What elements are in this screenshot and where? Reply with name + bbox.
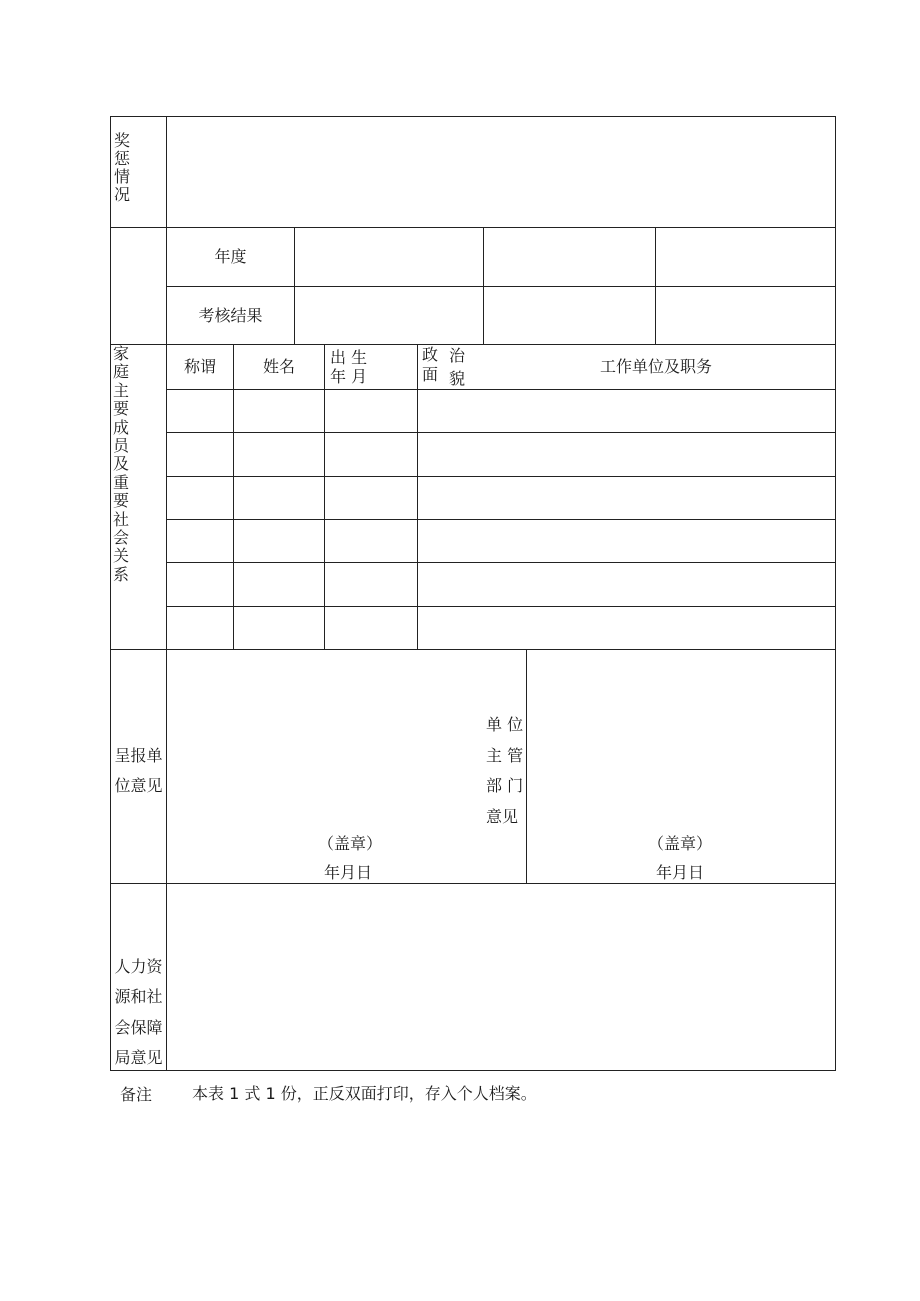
- table-border-bottom: [110, 1070, 836, 1071]
- dept-stamp: （盖章）: [647, 834, 712, 853]
- row-line-family-bottom: [110, 649, 836, 650]
- hr-label-line4: 局意见: [114, 1048, 163, 1067]
- table-row[interactable]: [168, 434, 834, 475]
- assessment-col-2: [483, 227, 484, 345]
- row-line-family-5: [166, 606, 836, 607]
- family-section-label: 家 庭 主 要 成 员 及 重 要 社 会 关 系: [113, 344, 130, 584]
- note-label: 备注: [120, 1085, 153, 1104]
- dept-label-line1: 单 位: [486, 715, 524, 734]
- col-header-politics-1a: 政: [422, 345, 439, 364]
- table-row[interactable]: [168, 608, 834, 648]
- col-header-birth-line2: 年 月: [330, 367, 368, 386]
- col-header-politics-1b: 治: [449, 346, 466, 365]
- assessment-col-1: [294, 227, 295, 345]
- submit-unit-label-line2: 位意见: [114, 776, 163, 795]
- col-header-title: 称谓: [183, 357, 216, 376]
- col-header-politics-2a: 面: [422, 365, 439, 384]
- row-line-awards-bottom: [110, 227, 836, 228]
- year-field-3[interactable]: [657, 229, 834, 285]
- result-field-3[interactable]: [657, 288, 834, 343]
- row-line-family-1: [166, 432, 836, 433]
- row-line-family-3: [166, 519, 836, 520]
- dept-date: 年月日: [655, 863, 704, 882]
- col-header-birth-line1: 出 生: [330, 348, 368, 367]
- table-row[interactable]: [168, 521, 834, 561]
- row-line-family-header-bottom: [166, 389, 836, 390]
- year-field-2[interactable]: [485, 229, 654, 285]
- awards-field[interactable]: [168, 118, 834, 226]
- col-header-work: 工作单位及职务: [600, 357, 713, 376]
- hr-label-line1: 人力资: [114, 957, 163, 976]
- col-header-name: 姓名: [262, 357, 295, 376]
- dept-label-line3: 部 门: [486, 776, 524, 795]
- table-border-right: [835, 116, 836, 1071]
- result-field-1[interactable]: [296, 288, 482, 343]
- hr-label-line2: 源和社: [114, 987, 163, 1006]
- table-row[interactable]: [168, 478, 834, 518]
- dept-label-line2: 主 管: [486, 746, 524, 765]
- table-row[interactable]: [168, 391, 834, 431]
- dept-label-line4: 意见: [486, 807, 519, 826]
- row-line-opinion-bottom: [110, 883, 836, 884]
- table-border-left: [110, 116, 111, 1071]
- note-text: 本表 1 式 1 份，正反双面打印，存入个人档案。: [192, 1084, 537, 1103]
- row-line-family-4: [166, 562, 836, 563]
- assessment-col-3: [655, 227, 656, 345]
- result-field-2[interactable]: [485, 288, 654, 343]
- row-line-year-bottom: [166, 286, 836, 287]
- row-line-assessment-bottom: [110, 344, 836, 345]
- col-header-politics-2b: 貌: [449, 369, 466, 388]
- year-label: 年度: [214, 247, 247, 266]
- submit-unit-stamp: （盖章）: [317, 834, 382, 853]
- hr-opinion-field[interactable]: [168, 885, 834, 1069]
- row-line-family-2: [166, 476, 836, 477]
- hr-label-line3: 会保障: [114, 1018, 163, 1037]
- assessment-result-label: 考核结果: [198, 306, 263, 325]
- table-row[interactable]: [168, 564, 834, 605]
- year-field-1[interactable]: [296, 229, 482, 285]
- table-border-top: [110, 116, 836, 117]
- awards-label: 奖 惩 情 况: [114, 131, 131, 204]
- submit-unit-label-line1: 呈报单: [114, 746, 163, 765]
- submit-unit-date: 年月日: [323, 863, 372, 882]
- opinion-divider: [526, 649, 527, 884]
